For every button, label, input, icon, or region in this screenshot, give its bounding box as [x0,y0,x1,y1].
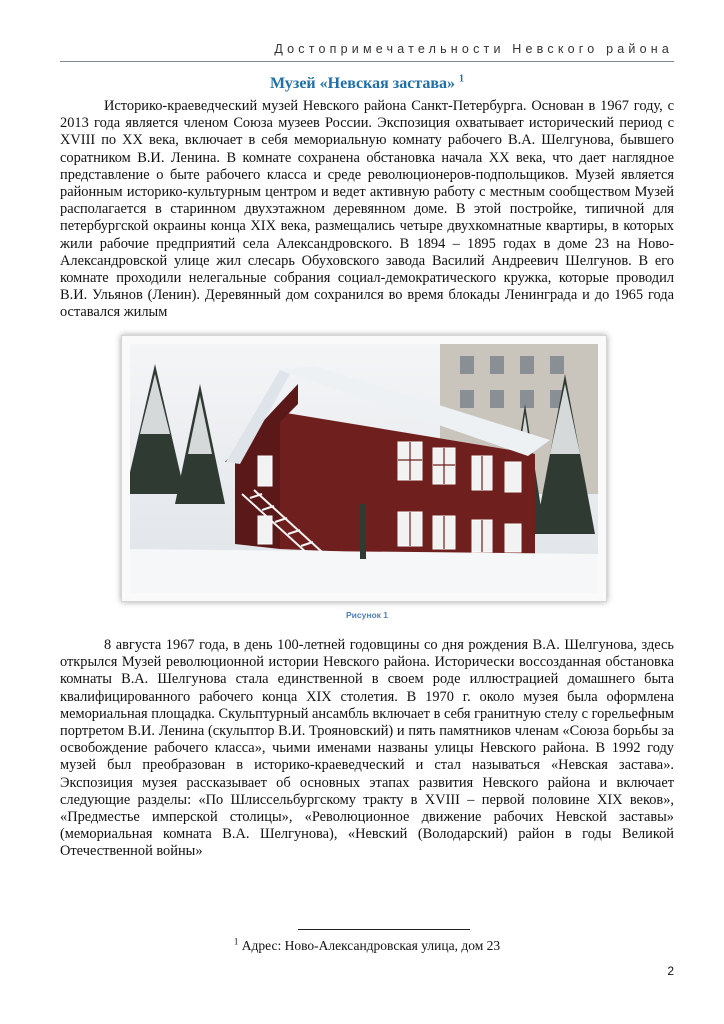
header-divider [60,61,674,62]
figure-frame [121,335,607,602]
article-title-text: Музей «Невская застава» [270,75,455,92]
page-number: 2 [667,964,674,978]
article-title [60,75,674,93]
footnote-reference[interactable]: 1 [458,73,464,85]
figure-caption: Рисунок 1 [345,610,389,620]
footnote-marker: 1 [233,936,239,947]
museum-house-photo [130,344,598,593]
paragraph-history: 8 августа 1967 года, в день 100-летней годовщины со дня рождения В.А. Шелгунова, здесь открылся Музей революционной истории Невского района. Исторически воссозданная обстановка комнаты В.А. Шелгунова стала единственной в своем роде иллюстрацией домашнего быта квалифицированного рабочего конца XIX столетия. В 1970 г. около музея была оформлена мемориальная площадка. Скульптурный ансамбль включает в себя гранитную стелу с горельефным портретом В.И. Ленина (скульптор В.И. Трояновский) и пять памятников членам «Союза борьбы за освобождение рабочего класса», чьими именами названы улицы Невского района. В 1992 году музей был преобразован в историко-краеведческий и стал называться «Невская застава». Экспозиция музея рассказывает об основных этапах развития Невского района и включает следующие разделы: «По Шлиссельбургскому тракту в XVIII – первой половине XIX веков», «Предместье имперской столицы», «Революционное движение рабочих Невской заставы» (мемориальная комната В.А. Шелгунова), «Невский (Володарский) район в годы Великой Отечественной войны» [60,637,674,860]
footnote-separator [298,929,470,930]
footnote [60,938,674,954]
paragraph-intro: Историко-краеведческий музей Невского района Санкт-Петербурга. Основан в 1967 году, с 2013 года является членом Союза музеев России. Экспозиция охватывает исторический период с XVIII по XX века, включает в себя мемориальную комнату рабочего В.А. Шелгунова, бывшего соратником В.И. Ленина. В комнате сохранена обстановка начала XX века, что дает наглядное представление о быте рабочего класса и среде революционеров-подпольщиков. Музей является районным историко-культурным центром и ведет активную работу с местным сообществом Музей располагается в старинном двухэтажном деревянном доме. В этой постройке, типичной для петербургской окраины конца XIX века, размещались четыре двухкомнатные квартиры, в которых жили рабочие предприятий села Александровского. В 1894 – 1895 годах в доме 23 на Ново-Александровской улице жил слесарь Обуховского завода Василий Андреевич Шелгунов. В его комнате проходили нелегальные собрания социал-демократического кружка, которые проводил В.И. Ульянов (Ленин). Деревянный дом сохранился во время блокады Ленинграда и до 1965 года оставался жилым [60,98,674,321]
footnote-text: Адрес: Ново-Александровская улица, дом 23 [241,938,501,953]
running-header: Достопримечательности Невского района [274,42,673,56]
